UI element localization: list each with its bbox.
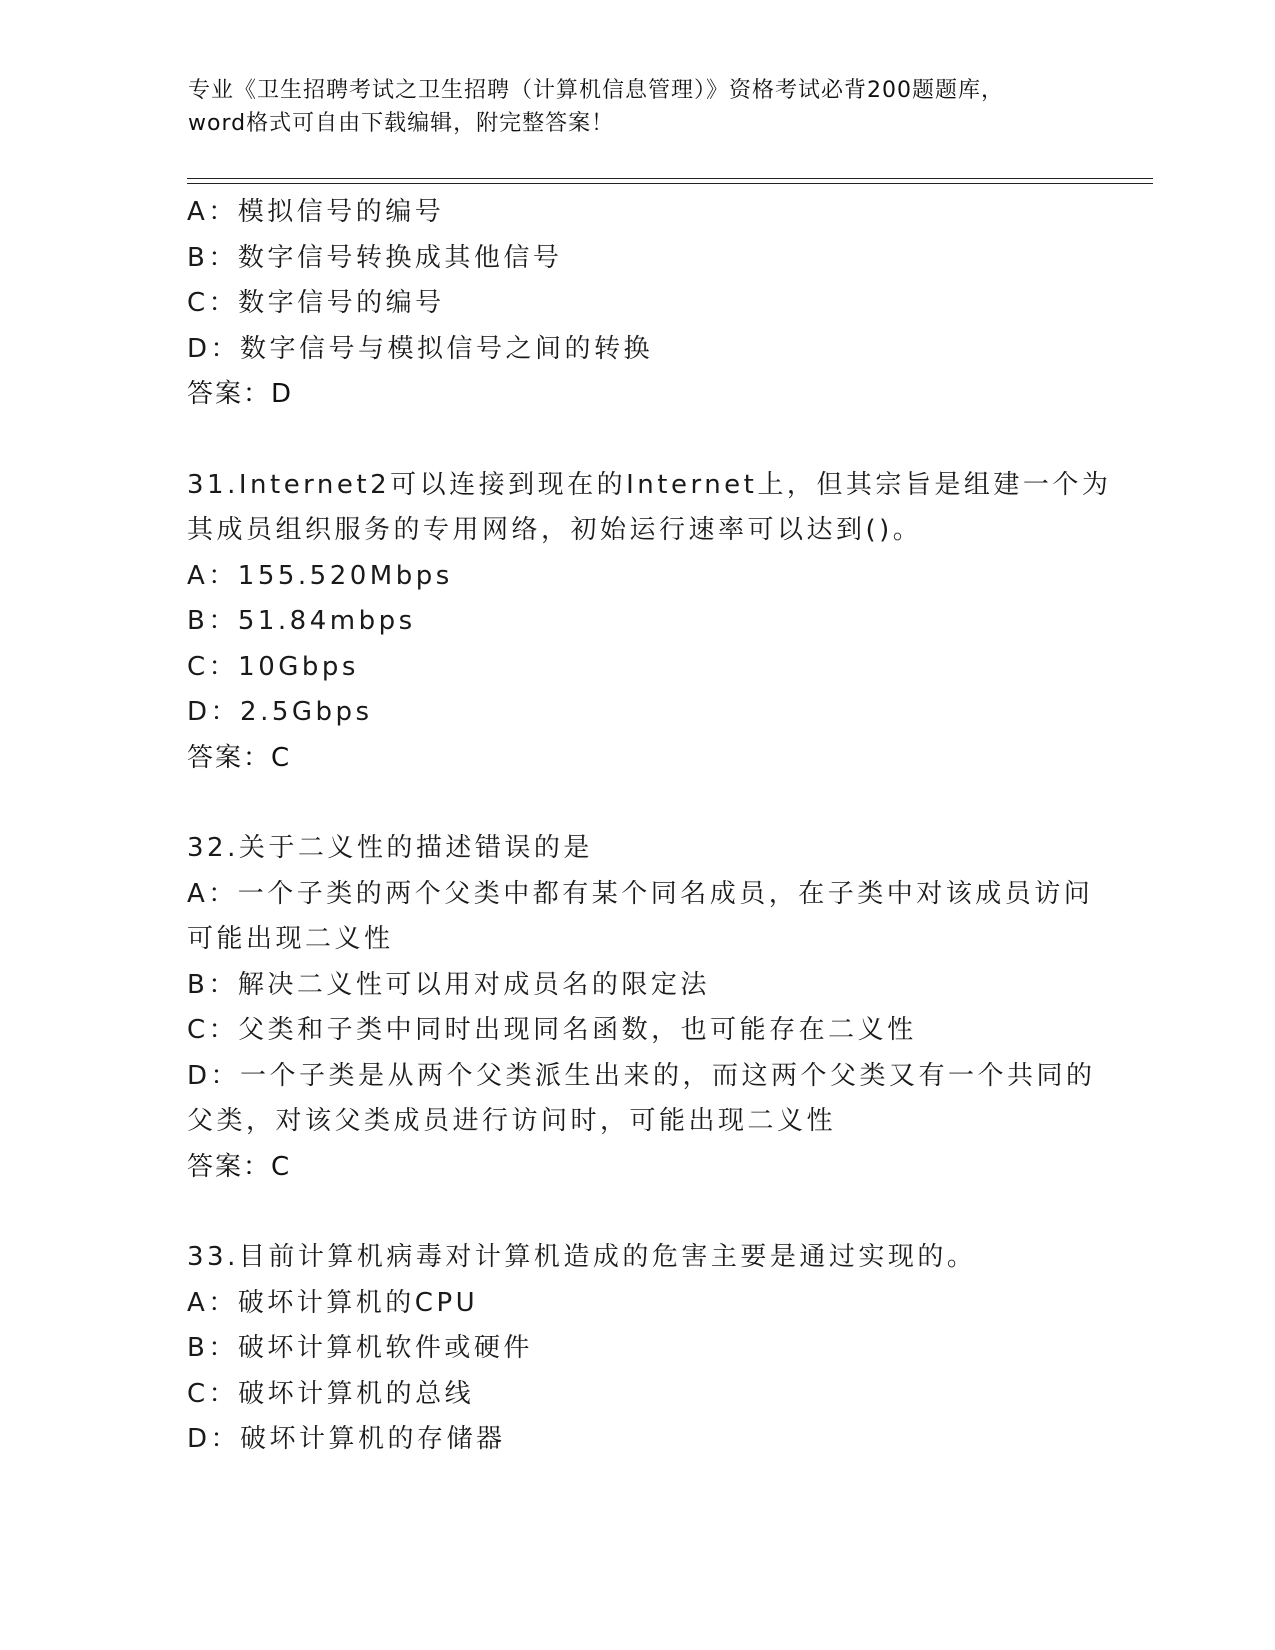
option-a: A：模拟信号的编号 xyxy=(187,197,445,227)
option-c: C：数字信号的编号 xyxy=(187,288,445,318)
option-a: A：破坏计算机的CPU xyxy=(187,1287,479,1318)
option-a: A：一个子类的两个父类中都有某个同名成员，在子类中对该成员访问 xyxy=(187,878,1094,909)
option-b: B：数字信号转换成其他信号 xyxy=(187,242,563,273)
header-divider-bottom xyxy=(187,183,1153,184)
header-line-1: 专业《卫生招聘考试之卫生招聘（计算机信息管理）》资格考试必背200题题库， xyxy=(188,78,1004,103)
option-b: B：51.84mbps xyxy=(187,606,416,636)
question-block-32 xyxy=(187,826,1096,1190)
answer-label: 答案：C xyxy=(187,742,292,773)
header-divider-top xyxy=(187,178,1153,179)
option-a: A：155.520Mbps xyxy=(187,560,453,591)
answer-label: 答案：D xyxy=(187,379,294,409)
question-stem: 31.Internet2可以连接到现在的Internet上，但其宗旨是组建一个为 xyxy=(187,469,1112,500)
question-stem: 33.目前计算机病毒对计算机造成的危害主要是通过实现的。 xyxy=(187,1242,977,1272)
option-d-continued: 父类，对该父类成员进行访问时，可能出现二义性 xyxy=(187,1106,837,1136)
question-stem: 32.关于二义性的描述错误的是 xyxy=(187,833,593,863)
header-line-2: word格式可自由下载编辑，附完整答案！ xyxy=(188,111,615,136)
option-c: C：父类和子类中同时出现同名函数，也可能存在二义性 xyxy=(187,1015,917,1045)
option-b: B：破坏计算机软件或硬件 xyxy=(187,1333,533,1363)
option-d: D：2.5Gbps xyxy=(187,697,373,727)
option-a-continued: 可能出现二义性 xyxy=(187,924,394,954)
answer-label: 答案：C xyxy=(187,1151,292,1182)
document-header xyxy=(188,74,1088,140)
option-d: D：一个子类是从两个父类派生出来的，而这两个父类又有一个共同的 xyxy=(187,1060,1096,1091)
option-b: B：解决二义性可以用对成员名的限定法 xyxy=(187,969,710,1000)
question-stem-continued: 其成员组织服务的专用网络，初始运行速率可以达到()。 xyxy=(187,515,923,545)
question-block-31 xyxy=(187,463,1112,782)
option-d: D：数字信号与模拟信号之间的转换 xyxy=(187,333,654,364)
option-c: C：10Gbps xyxy=(187,651,359,682)
question-list xyxy=(187,190,1112,1463)
option-d: D：破坏计算机的存储器 xyxy=(187,1424,506,1454)
option-c: C：破坏计算机的总线 xyxy=(187,1378,475,1409)
question-block-30 xyxy=(187,190,1087,418)
question-block-33 xyxy=(187,1235,1087,1463)
